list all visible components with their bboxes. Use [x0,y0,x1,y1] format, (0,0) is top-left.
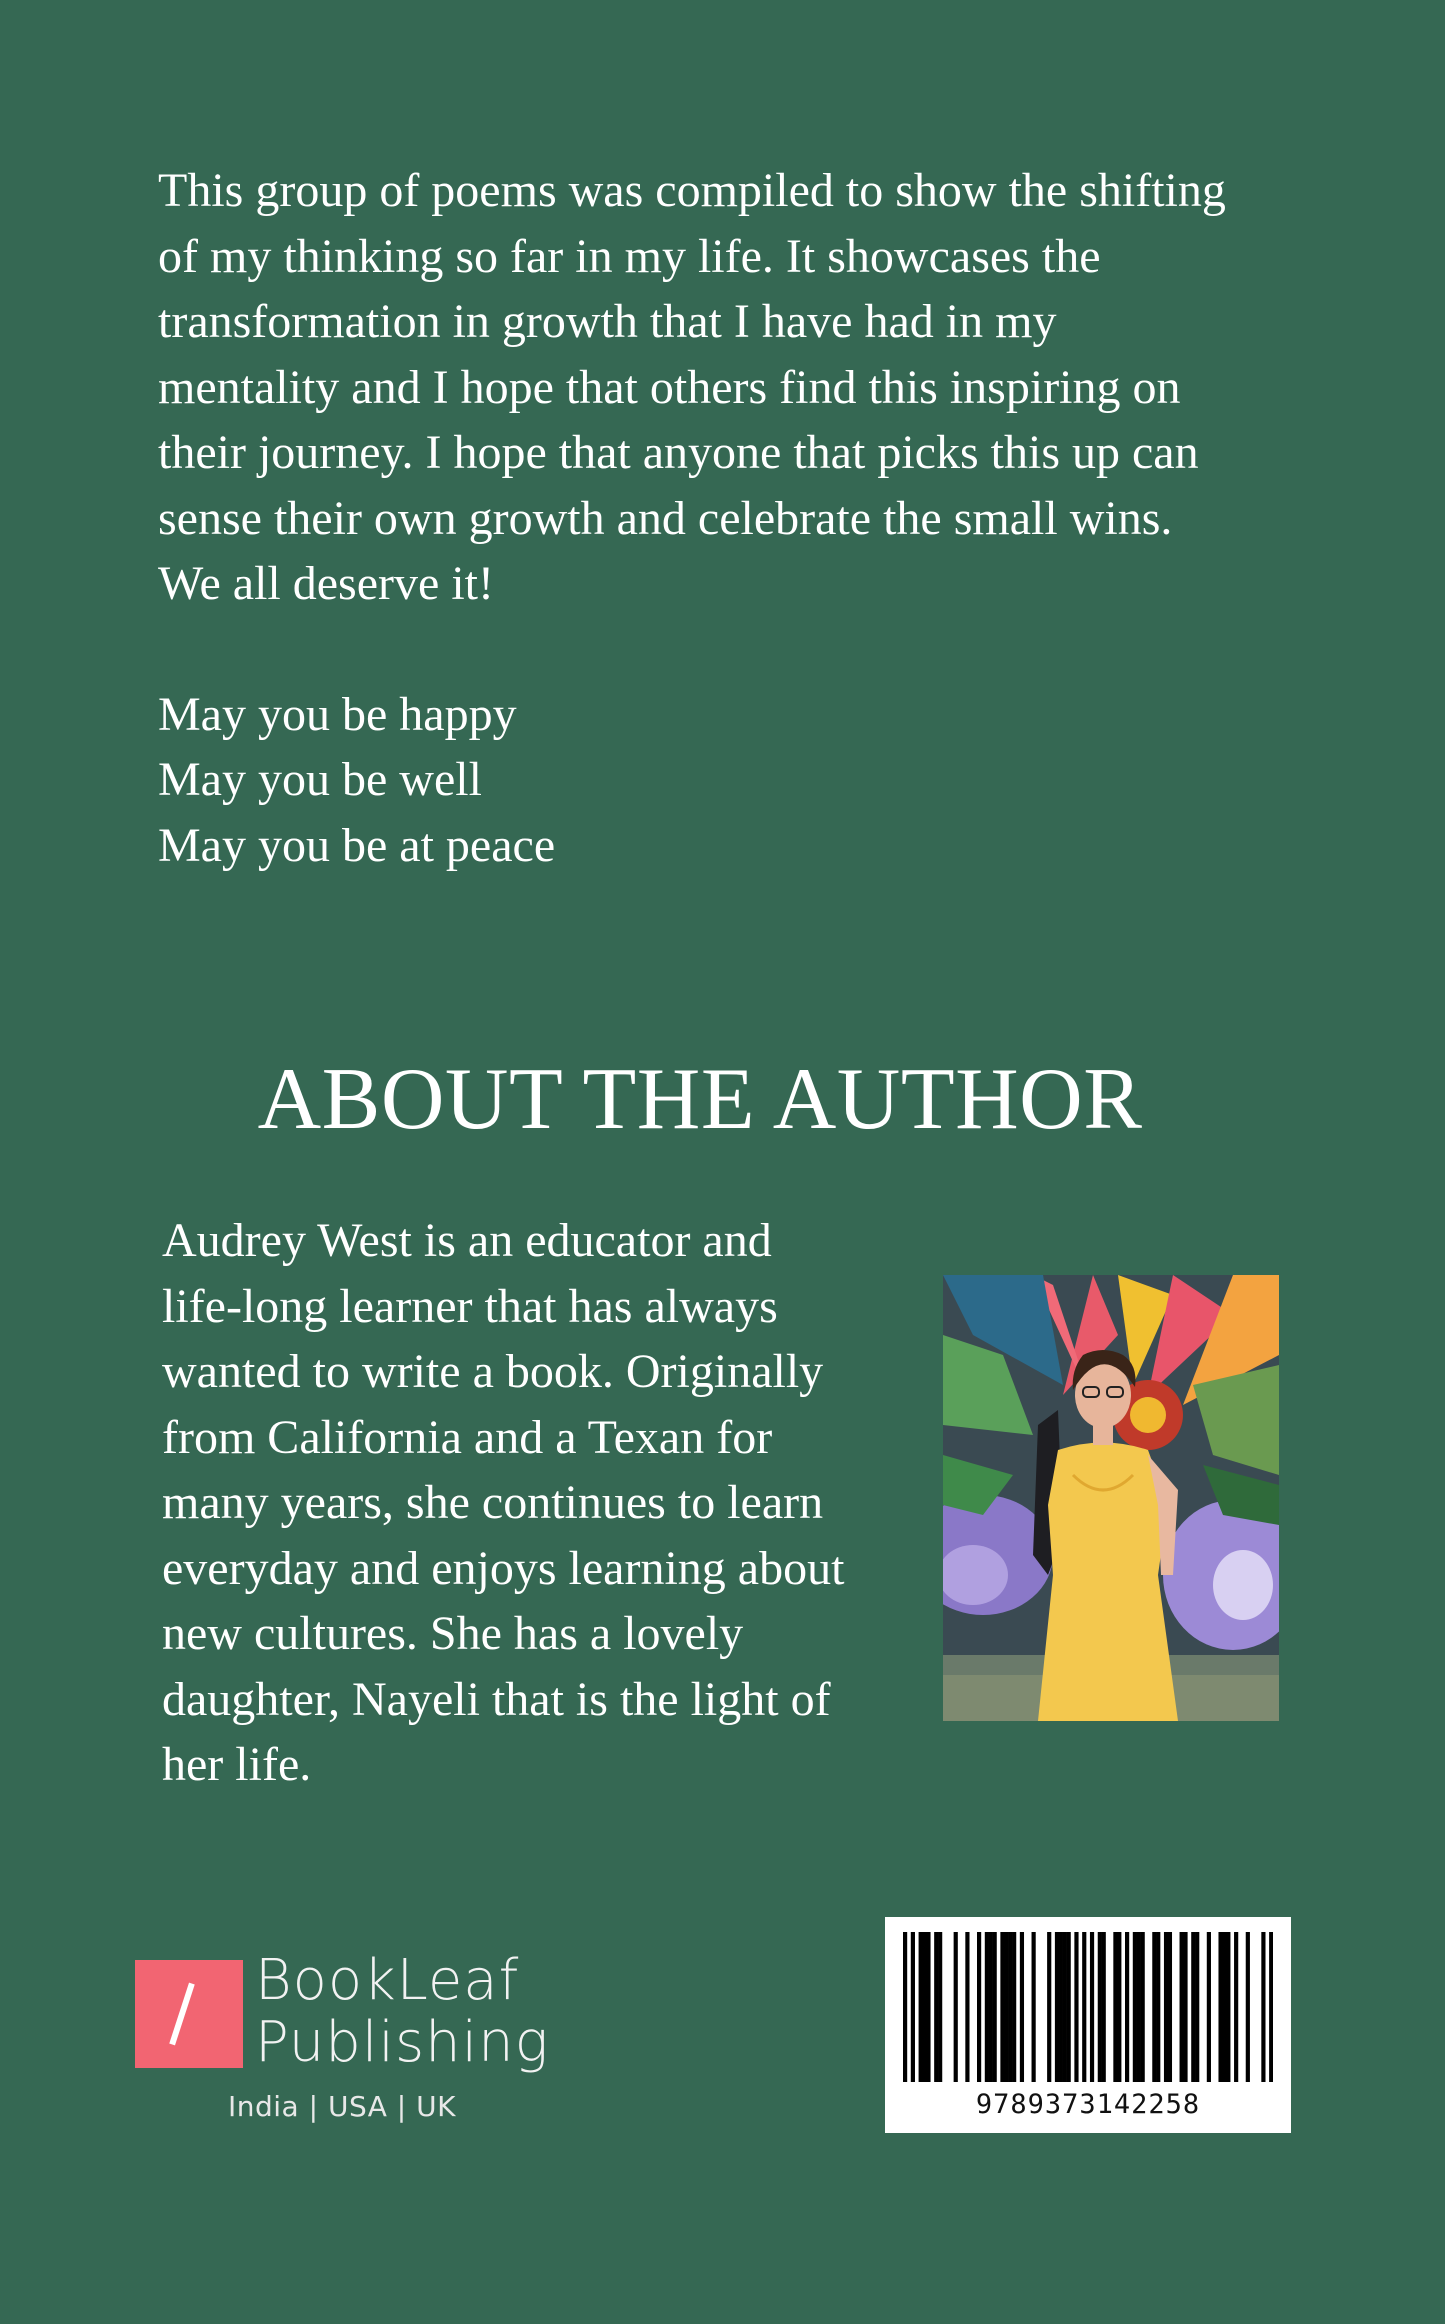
logo-mark [135,1960,243,2068]
barcode-bar [1102,1932,1106,2082]
barcode-bar [1183,1932,1187,2082]
isbn-number: 9789373142258 [975,2089,1201,2120]
blurb-line: sense their own growth and celebrate the small wins. [158,491,1173,545]
barcode-bar [1113,1932,1117,2082]
barcode-bar [1191,1932,1195,2082]
bio-line: daughter, Nayeli that is the light of [162,1672,831,1726]
barcode-bar [1152,1932,1156,2082]
blurb-paragraph [158,158,1318,617]
blurb-line: transformation in growth that I have had in my [158,295,1057,348]
barcode-bar [977,1932,981,2082]
barcode-bar [1020,1932,1024,2082]
barcode-bar [1222,1932,1226,2082]
back-cover-blurb [158,158,1318,878]
blurb-line: This group of poems was compiled to show the shifting [158,164,1226,217]
bio-line: Audrey West is an educator and [162,1214,772,1267]
barcode-bar [1226,1932,1230,2082]
publisher-regions: India | USA | UK [228,2090,456,2123]
barcode-bar [1055,1932,1059,2082]
barcode-bar [903,1932,907,2082]
barcode-bar [1246,1932,1250,2082]
barcode-bar [1156,1932,1160,2082]
bio-line: many years, she continues to learn [162,1476,824,1529]
publisher-name-line2: Publishing [255,2010,550,2075]
blessing-paragraph [158,682,1318,879]
barcode-bar [1133,1932,1137,2082]
bio-line: from California and a Texan for [162,1410,773,1464]
bio-line: her life. [162,1738,312,1791]
barcode-bar [934,1932,938,2082]
barcode-bar [1047,1932,1051,2082]
isbn-barcode [885,1917,1291,2133]
blurb-line: their journey. I hope that anyone that picks this up can [158,426,1199,479]
barcode-bar [1180,1932,1184,2082]
slash-icon [169,1983,194,2046]
blessing-line: May you be well [158,753,482,806]
barcode-bar [1063,1932,1067,2082]
bio-line: everyday and enjoys learning about [162,1541,845,1595]
barcode-bar [1032,1932,1036,2082]
barcode-bar [1059,1932,1063,2082]
barcode-bar [919,1932,923,2082]
barcode-bar [1141,1932,1145,2082]
barcode-bar [1207,1932,1211,2082]
bio-line: life-long learner that has always [162,1279,778,1333]
barcode-bar [1269,1932,1273,2082]
barcode-bar [1012,1932,1016,2082]
author-bio [162,1208,882,1798]
about-author-heading: ABOUT THE AUTHOR [257,1051,1143,1148]
barcode-bar [911,1932,915,2082]
barcode-bar [1004,1932,1008,2082]
blessing-line: May you be at peace [158,818,556,872]
barcode-bar [1074,1932,1078,2082]
barcode-bar [1261,1932,1265,2082]
barcode-bar [922,1932,926,2082]
bio-line: wanted to write a book. Originally [162,1345,824,1398]
barcode-bar [1000,1932,1004,2082]
bio-line: new cultures. She has a lovely [162,1607,744,1660]
barcode-bar [1164,1932,1168,2082]
barcode-bar [1234,1932,1238,2082]
barcode-bar [1168,1932,1172,2082]
author-photo [943,1275,1279,1721]
publisher-logo [135,1948,550,2140]
blessing-line: May you be happy [158,687,517,741]
barcode-bar [993,1932,997,2082]
barcode-bar [1125,1932,1129,2082]
publisher-name-line1: BookLeaf [255,1948,520,2013]
barcode-bar [1090,1932,1094,2082]
barcode-bar [989,1932,993,2082]
barcode-bar [1008,1932,1012,2082]
barcode-bars [903,1932,1273,2082]
barcode-bar [954,1932,958,2082]
blurb-line: of my thinking so far in my life. It showcases the [158,229,1101,283]
barcode-bar [1117,1932,1121,2082]
blurb-line: mentality and I hope that others find this inspiring on [158,360,1181,414]
barcode-bar [1218,1932,1222,2082]
barcode-bar [965,1932,969,2082]
barcode-bar [926,1932,930,2082]
barcode-bar [1098,1932,1102,2082]
barcode-bar [1195,1932,1199,2082]
barcode-bar [1082,1932,1086,2082]
barcode-bar [1067,1932,1071,2082]
barcode-bar [938,1932,942,2082]
blurb-line: We all deserve it! [158,557,494,610]
barcode-bar [1137,1932,1141,2082]
barcode-bar [985,1932,989,2082]
publisher-name [255,1950,549,2074]
